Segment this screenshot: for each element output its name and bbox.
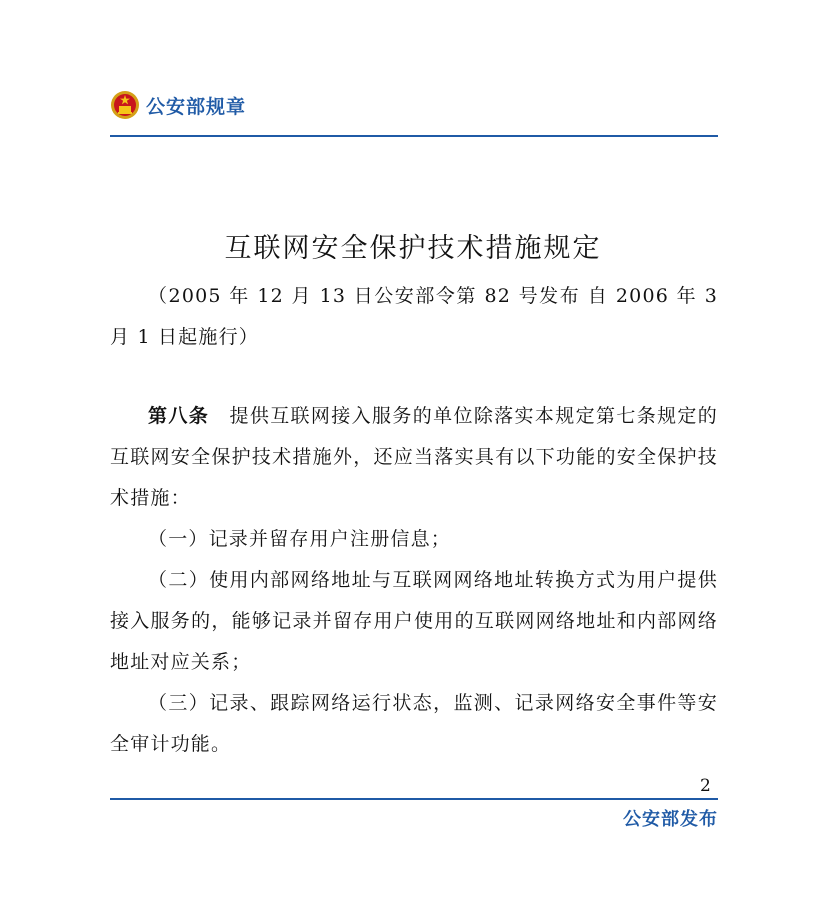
header-title: 公安部规章 — [146, 95, 247, 118]
footer-divider — [110, 798, 718, 800]
article-intro: 提供互联网接入服务的单位除落实本规定第七条规定的互联网安全保护技术措施外，还应当落实具有以下功能的安全保护技术措施： — [110, 405, 718, 509]
article-number: 第八条 — [148, 405, 210, 427]
article-item-1: （一）记录并留存用户注册信息； — [148, 528, 452, 550]
article-paragraph — [110, 396, 718, 519]
document-body — [110, 276, 718, 765]
article-item-3: （三）记录、跟踪网络运行状态，监测、记录网络安全事件等安全审计功能。 — [110, 692, 718, 755]
page-number: 2 — [700, 776, 711, 796]
national-emblem-icon — [110, 90, 140, 120]
article-item-2: （二）使用内部网络地址与互联网网络地址转换方式为用户提供接入服务的，能够记录并留存用户使用的互联网网络地址和内部网络地址对应关系； — [110, 569, 718, 673]
document-subtitle: （2005 年 12 月 13 日公安部令第 82 号发布 自 2006 年 3 月 1 日起施行） — [110, 285, 718, 348]
page-header — [110, 90, 246, 120]
footer-publisher: 公安部发布 — [623, 809, 718, 830]
document-title: 互联网安全保护技术措施规定 — [224, 233, 602, 264]
header-divider — [110, 135, 718, 137]
